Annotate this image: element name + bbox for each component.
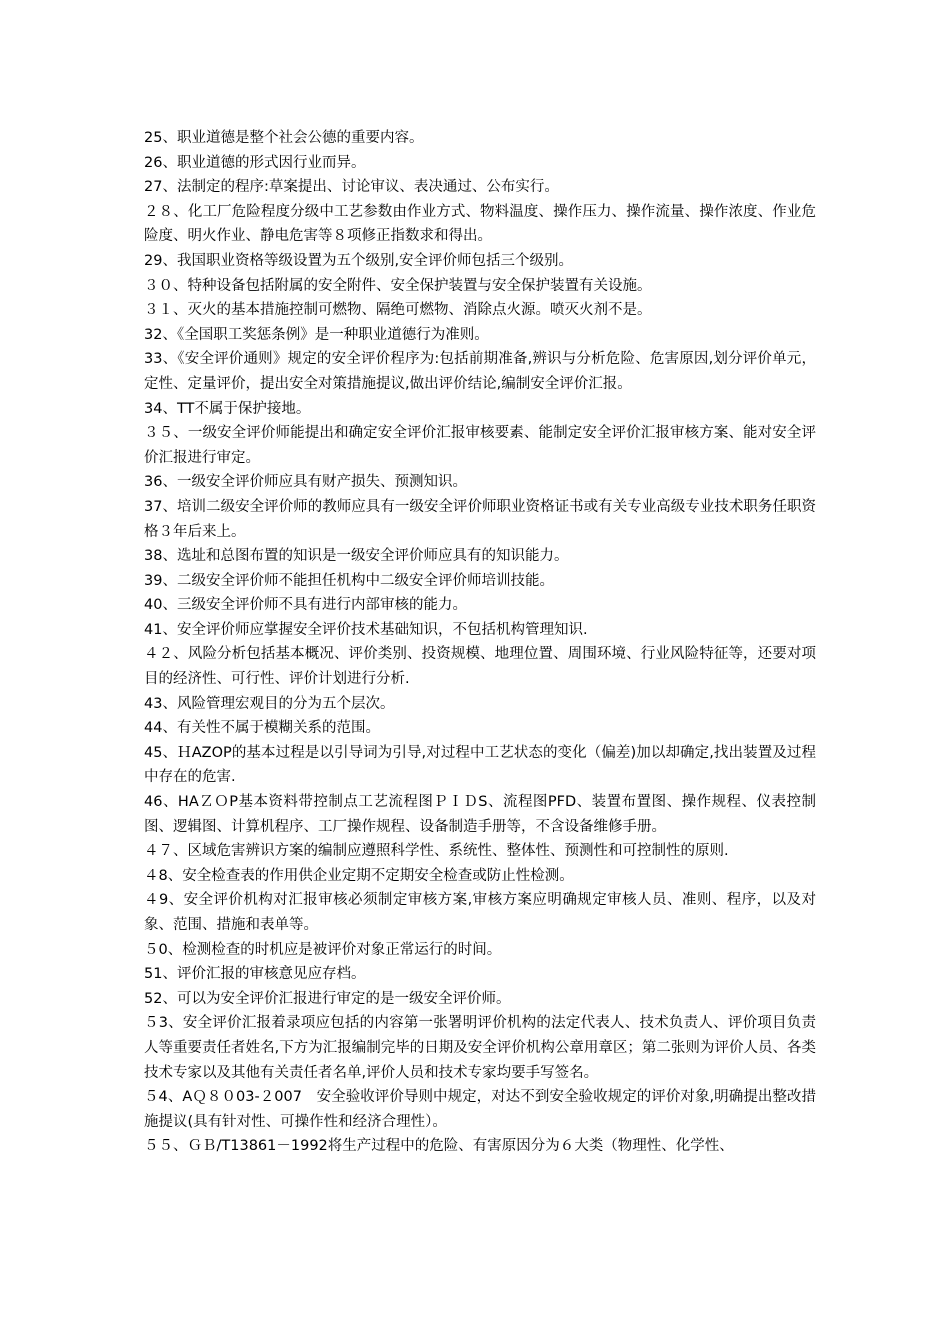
paragraph-40: 40、三级安全评价师不具有进行内部审核的能力。 <box>144 597 467 614</box>
paragraph-48: ４8、安全检查表的作用供企业定期不定期安全检查或防止性检测。 <box>144 867 574 884</box>
paragraph-37: 37、培训二级安全评价师的教师应具有一级安全评价师职业资格证书或有关专业高级专业技术职务任职资格３年后来上。 <box>144 498 816 540</box>
paragraph-54: ５4、AＱ８０03-２007 安全验收评价导则中规定，对达不到安全验收规定的评价对象,明确提出整改措施提议(具有针对性、可操作性和经济合理性）。 <box>144 1089 816 1130</box>
paragraph-32: 32、《全国职工奖惩条例》是一种职业道德行为准则。 <box>144 326 489 343</box>
paragraph-28: ２８、化工厂危险程度分级中工艺参数由作业方式、物料温度、操作压力、操作流量、操作浓度、作业危险度、明火作业、静电危害等８项修正指数求和得出。 <box>144 203 816 245</box>
paragraph-31: ３１、灭火的基本措施控制可燃物、隔绝可燃物、消除点火源。喷灭火剂不是。 <box>144 302 652 319</box>
paragraph-55: ５５、ＧＢ/T13861－1992将生产过程中的危险、有害原因分为６大类（物理性、化学性、 <box>144 1138 734 1155</box>
paragraph-38: 38、选址和总图布置的知识是一级安全评价师应具有的知识能力。 <box>144 548 569 565</box>
paragraph-51: 51、评价汇报的审核意见应存档。 <box>144 966 366 983</box>
document-body <box>144 126 816 1159</box>
paragraph-34: 34、TT不属于保护接地。 <box>144 400 311 417</box>
paragraph-26: 26、职业道德的形式因行业而异。 <box>144 154 366 171</box>
paragraph-33: 33、《安全评价通则》规定的安全评价程序为:包括前期准备,辨识与分析危险、危害原因,划分评价单元，定性、定量评价，提出安全对策措施提议,做出评价结论,编制安全评价汇报。 <box>144 351 816 392</box>
paragraph-52: 52、可以为安全评价汇报进行审定的是一级安全评价师。 <box>144 990 511 1007</box>
paragraph-45: 45、ＨAZOP的基本过程是以引导词为引导,对过程中工艺状态的变化（偏差)加以却确定,找出装置及过程中存在的危害. <box>144 744 816 786</box>
paragraph-36: 36、一级安全评价师应具有财产损失、预测知识。 <box>144 474 467 491</box>
paragraph-41: 41、安全评价师应掌握安全评价技术基础知识，不包括机构管理知识. <box>144 621 588 638</box>
paragraph-47: ４７、区域危害辨识方案的编制应遵照科学性、系统性、整体性、预测性和可控制性的原则. <box>144 843 729 860</box>
paragraph-44: 44、有关性不属于模糊关系的范围。 <box>144 720 380 737</box>
paragraph-30: ３０、特种设备包括附属的安全附件、安全保护装置与安全保护装置有关设施。 <box>144 277 652 294</box>
paragraph-50: ５0、检测检查的时机应是被评价对象正常运行的时间。 <box>144 941 502 958</box>
paragraph-53: ５3、安全评价汇报着录项应包括的内容第一张署明评价机构的法定代表人、技术负责人、评价项目负责人等重要责任者姓名,下方为汇报编制完毕的日期及安全评价机构公章用章区；第二张则为评价人员、各类技术专家以及其他有关责任者名单,评价人员和技术专家均要手写签名。 <box>144 1015 816 1081</box>
paragraph-35: ３５、一级安全评价师能提出和确定安全评价汇报审核要素、能制定安全评价汇报审核方案、能对安全评价汇报进行审定。 <box>144 425 816 466</box>
paragraph-39: 39、二级安全评价师不能担任机构中二级安全评价师培训技能。 <box>144 572 554 589</box>
paragraph-42: ４２、风险分析包括基本概况、评价类别、投资规模、地理位置、周围环境、行业风险特征等，还要对项目的经济性、可行性、评价计划进行分析. <box>144 646 816 688</box>
paragraph-27: 27、法制定的程序:草案提出、讨论审议、表决通过、公布实行。 <box>144 179 559 196</box>
paragraph-46: 46、HAＺＯP基本资料带控制点工艺流程图ＰＩＤS、流程图PFD、装置布置图、操作规程、仪表控制图、逻辑图、计算机程序、工厂操作规程、设备制造手册等，不含设备维修手册。 <box>144 794 816 835</box>
paragraph-29: 29、我国职业资格等级设置为五个级别,安全评价师包括三个级别。 <box>144 252 574 269</box>
paragraph-43: 43、风险管理宏观目的分为五个层次。 <box>144 695 395 712</box>
paragraph-49: ４9、安全评价机构对汇报审核必须制定审核方案,审核方案应明确规定审核人员、准则、程序，以及对象、范围、措施和表单等。 <box>144 892 816 933</box>
paragraph-25: 25、职业道德是整个社会公德的重要内容。 <box>144 130 424 146</box>
